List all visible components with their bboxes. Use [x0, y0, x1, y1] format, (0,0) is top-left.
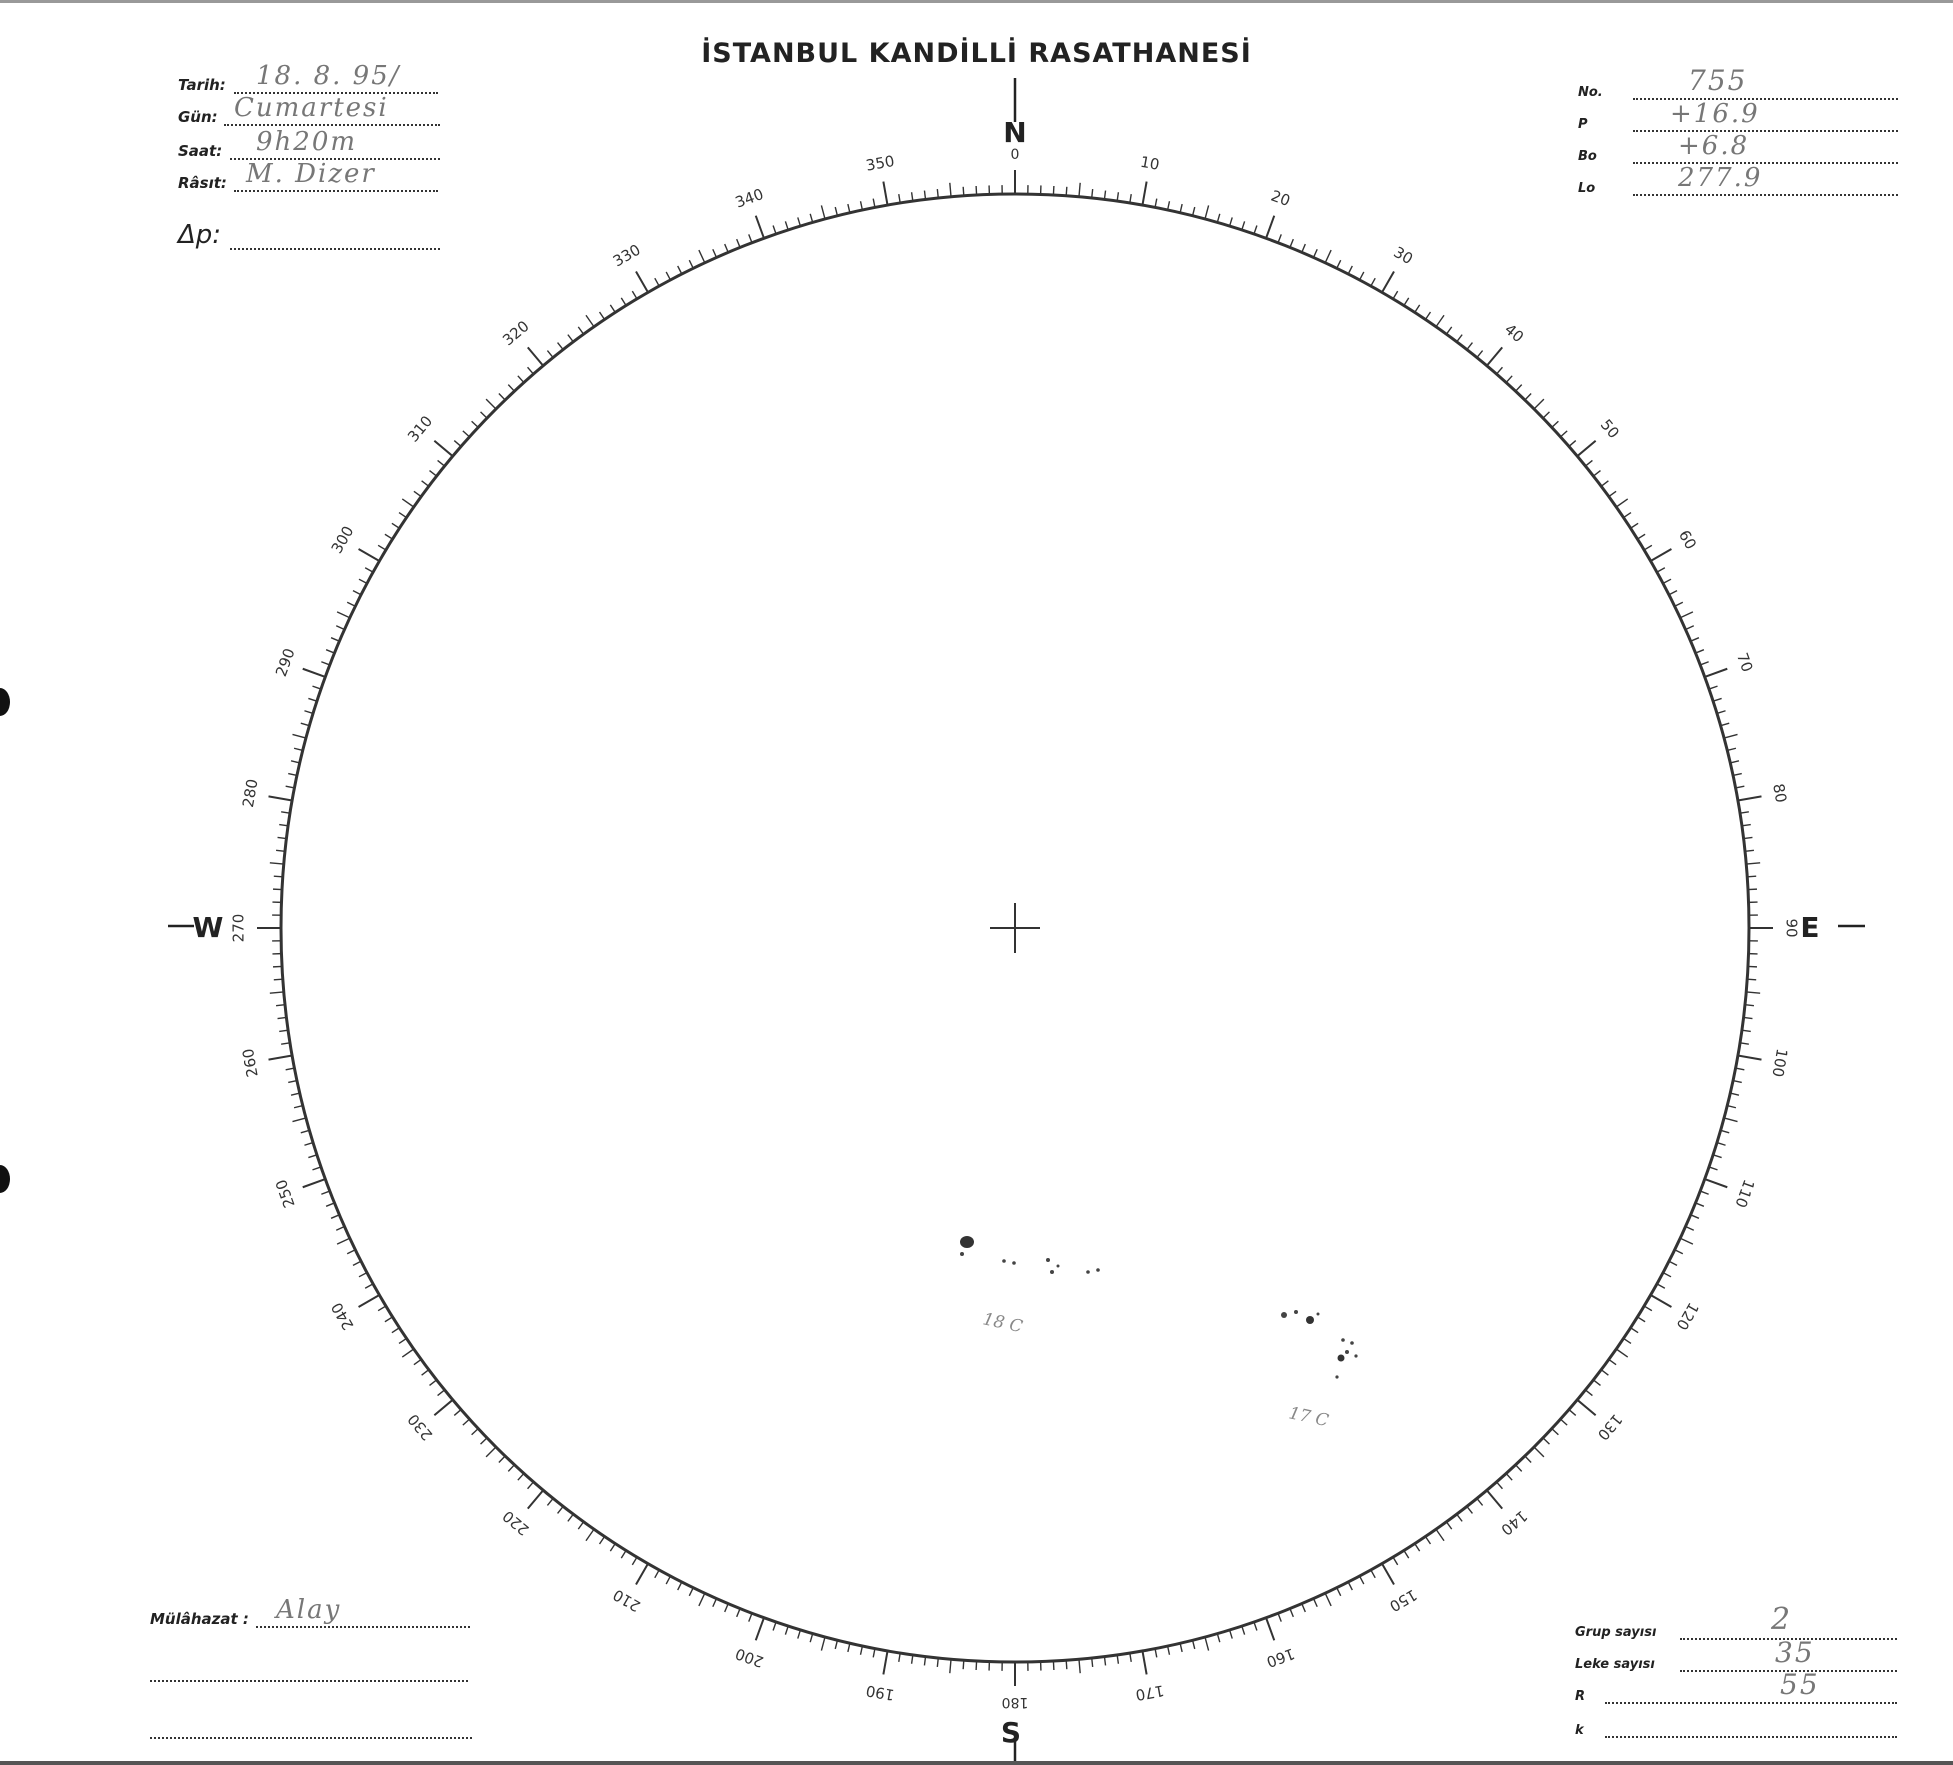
- dial-tick: [586, 1529, 594, 1540]
- sunspot: [960, 1236, 974, 1248]
- sunspot: [1306, 1316, 1314, 1324]
- dial-tick: [821, 1637, 825, 1651]
- dial-tick: [1651, 549, 1672, 561]
- dial-label-310: 310: [404, 412, 437, 446]
- dial-tick: [359, 1295, 380, 1307]
- dial-label-170: 170: [1134, 1681, 1166, 1705]
- dial-tick: [486, 1447, 496, 1457]
- dial-label-60: 60: [1674, 526, 1701, 553]
- dial-tick: [269, 1055, 293, 1059]
- p-value: +16.9: [1670, 99, 1760, 129]
- sunspot: [1338, 1355, 1345, 1362]
- north-letter: N: [1003, 116, 1027, 149]
- dial-label-120: 120: [1672, 1299, 1703, 1334]
- dial-label-70: 70: [1732, 650, 1757, 675]
- dial-label-20: 20: [1268, 186, 1293, 211]
- dial-tick: [1142, 1651, 1146, 1675]
- dial-label-220: 220: [499, 1506, 533, 1539]
- dial-tick: [1079, 1659, 1080, 1673]
- dial-tick: [1205, 1637, 1209, 1651]
- saat-value: 9h20m: [256, 127, 358, 157]
- dial-label-50: 50: [1596, 415, 1623, 442]
- dial-tick: [292, 734, 306, 738]
- dial-tick: [699, 1593, 705, 1606]
- dial-label-210: 210: [609, 1585, 644, 1616]
- dial-label-350: 350: [864, 151, 896, 175]
- dial-label-200: 200: [732, 1644, 766, 1672]
- dial-tick: [1680, 612, 1693, 618]
- no-value: 755: [1688, 64, 1748, 97]
- grup-value: 2: [1771, 1602, 1793, 1637]
- dial-label-250: 250: [271, 1177, 299, 1211]
- dial-label-280: 280: [238, 777, 262, 809]
- dial-tick: [1079, 183, 1080, 197]
- dial-tick: [950, 183, 951, 197]
- dial-tick: [1382, 1564, 1394, 1585]
- sunspot: [1057, 1265, 1060, 1268]
- dial-tick: [1680, 1238, 1693, 1244]
- dial-tick: [1746, 863, 1760, 864]
- rasit-value: M. Dizer: [246, 159, 376, 189]
- dial-label-130: 130: [1593, 1410, 1626, 1444]
- dial-tick: [950, 1659, 951, 1673]
- dial-tick: [883, 1651, 887, 1675]
- dial-tick: [528, 1490, 543, 1508]
- sheet-bottom-edge: [0, 1761, 1953, 1765]
- tarih-value: 18. 8. 95/: [256, 61, 401, 91]
- sunspot: [960, 1252, 964, 1256]
- dial-tick: [303, 669, 326, 677]
- dial-label-100: 100: [1768, 1047, 1792, 1079]
- dial-label-140: 140: [1497, 1506, 1531, 1539]
- sunspot-group-18c: [960, 1236, 1100, 1337]
- dial-tick: [1577, 441, 1595, 456]
- spot-group-label: 17 C: [1286, 1403, 1331, 1432]
- dial-tick: [821, 205, 825, 219]
- west-letter: W: [192, 911, 224, 944]
- dial-tick: [1651, 1295, 1672, 1307]
- dial-tick: [1266, 216, 1274, 239]
- lo-value: 277.9: [1678, 163, 1763, 193]
- page-title: İSTANBUL KANDİLLİ RASATHANESİ: [701, 38, 1252, 69]
- dial-tick: [434, 441, 452, 456]
- dial-label-330: 330: [609, 240, 644, 271]
- sunspot: [1294, 1310, 1298, 1314]
- sunspot: [1050, 1270, 1054, 1274]
- dial-label-300: 300: [327, 522, 358, 557]
- dial-label-30: 30: [1390, 242, 1417, 269]
- dial-tick: [1325, 250, 1331, 263]
- mulahazat-value: Alay: [276, 1595, 342, 1625]
- delta-p-label: Δp:: [178, 220, 222, 250]
- dial-tick: [402, 1349, 413, 1357]
- dial-tick: [1142, 182, 1146, 206]
- dial-tick: [1724, 734, 1738, 738]
- sunspot: [1086, 1270, 1090, 1274]
- leke-value: 35: [1775, 1636, 1815, 1669]
- dial-tick: [337, 612, 350, 618]
- sunspot: [1281, 1312, 1287, 1318]
- dial-label-320: 320: [499, 317, 533, 350]
- dial-label-270: 270: [229, 913, 248, 943]
- dial-tick: [699, 250, 705, 263]
- k-label: k: [1575, 1723, 1584, 1738]
- bo-value: +6.8: [1678, 131, 1750, 161]
- east-letter: E: [1800, 911, 1820, 944]
- dial-tick: [1738, 796, 1762, 800]
- dial-label-10: 10: [1138, 152, 1161, 174]
- dial-tick: [1487, 347, 1502, 365]
- dial-label-230: 230: [404, 1410, 437, 1444]
- dial-label-0: 0: [1010, 147, 1020, 163]
- dial-tick: [1266, 1618, 1274, 1641]
- dial-tick: [359, 549, 380, 561]
- r-value: 55: [1780, 1668, 1820, 1701]
- dial-tick: [486, 399, 496, 409]
- dial-tick: [1724, 1118, 1738, 1122]
- dial-label-160: 160: [1264, 1644, 1298, 1672]
- sunspot: [1341, 1338, 1345, 1342]
- dial-tick: [1325, 1593, 1331, 1606]
- sunspot-group-17c: [1281, 1310, 1358, 1431]
- dial-tick: [1738, 1055, 1762, 1059]
- dial-tick: [1534, 1447, 1544, 1457]
- gun-label: Gün:: [178, 108, 218, 126]
- no-label: No.: [1578, 85, 1603, 100]
- dial-tick: [883, 182, 887, 206]
- dial-tick: [1616, 499, 1627, 507]
- dial-label-80: 80: [1769, 782, 1791, 805]
- dial-label-90: 90: [1782, 918, 1801, 938]
- grup-label: Grup sayısı: [1575, 1625, 1657, 1640]
- dial-tick: [269, 796, 293, 800]
- sunspot: [1096, 1268, 1100, 1272]
- dial-tick: [1436, 1529, 1444, 1540]
- dial-label-260: 260: [238, 1047, 262, 1079]
- dial-label-180: 180: [1001, 1694, 1029, 1710]
- dial-tick: [1436, 315, 1444, 326]
- dial-label-150: 150: [1386, 1585, 1421, 1616]
- dial-tick: [756, 216, 764, 239]
- sunspot: [1012, 1261, 1016, 1265]
- dial-tick: [636, 272, 648, 293]
- sunspot: [1046, 1258, 1050, 1262]
- dial-label-290: 290: [271, 645, 299, 679]
- p-label: P: [1578, 117, 1588, 132]
- dial-tick: [528, 347, 543, 365]
- dial-tick: [1487, 1490, 1502, 1508]
- dial-tick: [1746, 992, 1760, 993]
- spot-group-label: 18 C: [980, 1309, 1025, 1338]
- dial-tick: [1534, 399, 1544, 409]
- sunspot: [1345, 1350, 1349, 1354]
- gun-value: Cumartesi: [234, 93, 389, 123]
- dial-label-110: 110: [1731, 1177, 1759, 1211]
- dial-label-240: 240: [327, 1299, 358, 1334]
- sunspot: [1317, 1313, 1320, 1316]
- south-letter: S: [1000, 1716, 1022, 1749]
- rasit-label: Râsıt:: [178, 174, 227, 192]
- dial-tick: [292, 1118, 306, 1122]
- bo-label: Bo: [1578, 149, 1597, 164]
- dial-tick: [1205, 205, 1209, 219]
- dial-tick: [402, 499, 413, 507]
- dial-tick: [303, 1179, 326, 1187]
- sunspot: [1350, 1341, 1354, 1345]
- dial-tick: [1616, 1349, 1627, 1357]
- dial-label-190: 190: [864, 1681, 896, 1705]
- dial-label-340: 340: [732, 184, 766, 212]
- sunspot: [1002, 1259, 1006, 1263]
- dial-tick: [1705, 669, 1728, 677]
- tarih-label: Tarih:: [178, 76, 226, 94]
- dial-tick: [1382, 272, 1394, 293]
- lo-label: Lo: [1578, 181, 1596, 196]
- dial-tick: [434, 1400, 452, 1415]
- sunspot: [1335, 1375, 1338, 1378]
- dial-tick: [636, 1564, 648, 1585]
- dial-tick: [270, 863, 284, 864]
- dial-tick: [270, 992, 284, 993]
- dial-tick: [586, 315, 594, 326]
- dial-tick: [756, 1618, 764, 1641]
- dial-tick: [1577, 1400, 1595, 1415]
- saat-label: Saat:: [178, 142, 223, 160]
- dial-tick: [1705, 1179, 1728, 1187]
- leke-label: Leke sayısı: [1575, 1657, 1655, 1672]
- dial-label-40: 40: [1501, 320, 1528, 347]
- dial-tick: [337, 1238, 350, 1244]
- sunspot: [1354, 1354, 1357, 1357]
- mulahazat-label: Mülâhazat :: [150, 1610, 249, 1628]
- r-label: R: [1575, 1689, 1586, 1704]
